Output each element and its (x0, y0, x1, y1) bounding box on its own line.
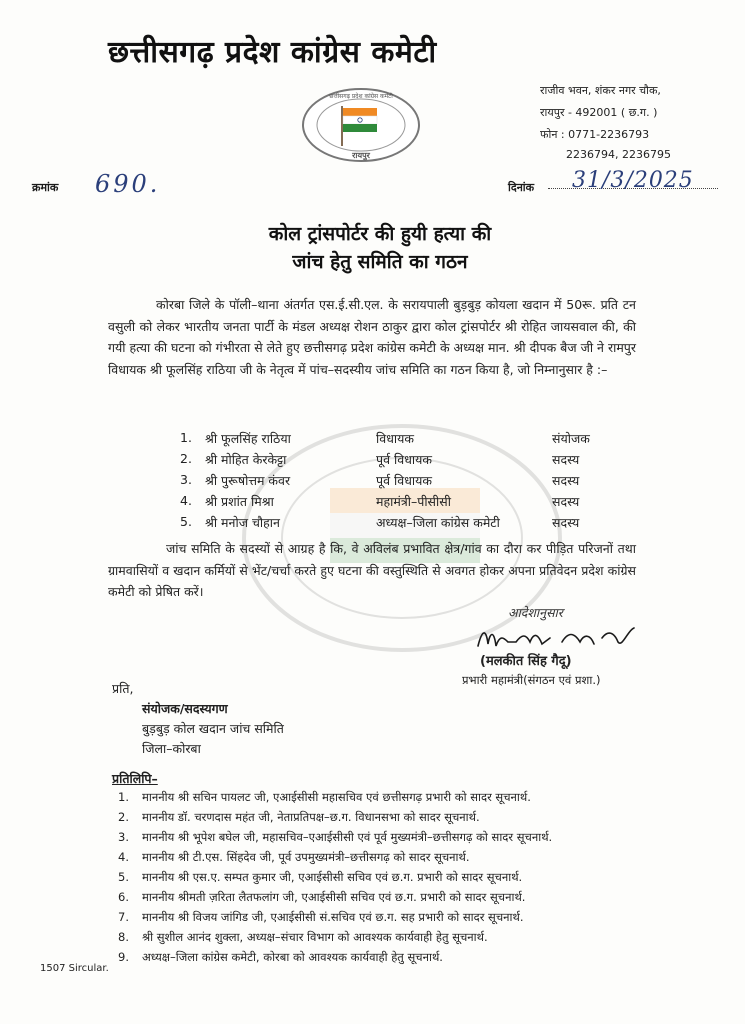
copy-to-text: माननीय श्रीमती ज़रिता लैतफलांग जी, एआईसीसी सचिव एवं छ.ग. प्रभारी को सादर सूचनार्थ. (142, 890, 526, 904)
copy-to-item (0, 850, 745, 870)
member-name: श्री मनोज चौहान (205, 515, 280, 530)
copy-to-number: 8. (118, 930, 129, 944)
copy-to-item (0, 870, 745, 890)
member-designation: पूर्व विधायक (376, 452, 432, 467)
member-role: सदस्य (552, 452, 580, 467)
copy-to-number: 2. (118, 810, 129, 824)
address-line: रायपुर - 492001 ( छ.ग. ) (540, 106, 658, 119)
member-row (0, 514, 745, 536)
seal-city: रायपुर (352, 151, 370, 160)
phone-line: 2236794, 2236795 (566, 148, 671, 161)
copy-to-item (0, 790, 745, 810)
copy-to-text: माननीय डॉ. चरणदास महंत जी, नेताप्रतिपक्ष–छ.ग. विधानसभा को सादर सूचनार्थ. (142, 810, 480, 824)
copy-to-number: 5. (118, 870, 129, 884)
member-number: 2. (180, 451, 192, 466)
member-designation: पूर्व विधायक (376, 473, 432, 488)
copy-to-number: 1. (118, 790, 129, 804)
member-designation: अध्यक्ष–जिला कांग्रेस कमेटी (376, 515, 500, 530)
copy-to-label: प्रतिलिपि– (112, 771, 158, 786)
copy-to-item (0, 810, 745, 830)
copy-to-text: माननीय श्री टी.एस. सिंहदेव जी, पूर्व उपमुख्यमंत्री–छत्तीसगढ़ को सादर सूचनार्थ. (142, 850, 470, 864)
member-name: श्री पुरूषोत्तम कंवर (205, 473, 291, 488)
recipient-line: जिला–कोरबा (142, 741, 201, 756)
copy-to-number: 7. (118, 910, 129, 924)
letter-heading-line2: जांच हेतु समिति का गठन (292, 251, 468, 273)
member-row (0, 493, 745, 515)
recipient-line: संयोजक/सदस्यगण (142, 701, 228, 716)
reference-number-value: 690. (95, 170, 161, 198)
letter-heading-line1: कोल ट्रांसपोर्टर की हुयी हत्या की (268, 223, 492, 245)
signatory-title: प्रभारी महामंत्री(संगठन एवं प्रशा.) (462, 673, 601, 687)
member-row (0, 451, 745, 473)
copy-to-text: माननीय श्री भूपेश बघेल जी, महासचिव–एआईसीसी एवं पूर्व मुख्यमंत्री–छत्तीसगढ़ को सादर सूचनार्थ. (142, 830, 553, 844)
copy-to-item (0, 830, 745, 850)
phone-line: फोन : 0771-2236793 (540, 128, 650, 141)
member-number: 5. (180, 514, 192, 529)
member-role: सदस्य (552, 494, 580, 509)
signatory-name: (मलकीत सिंह गैदू) (480, 654, 572, 669)
member-name: श्री प्रशांत मिश्रा (205, 494, 274, 509)
seal-text: छत्तीसगढ़ प्रदेश कांग्रेस कमेटी (329, 93, 393, 100)
copy-to-item (0, 910, 745, 930)
party-seal-logo (300, 86, 422, 164)
copy-to-text: श्री सुशील आनंद शुक्ला, अध्यक्ष–संचार विभाग को आवश्यक कार्यवाही हेतु सूचनार्थ. (142, 930, 488, 944)
member-number: 4. (180, 493, 192, 508)
copy-to-item (0, 930, 745, 950)
copy-to-number: 4. (118, 850, 129, 864)
copy-to-text: माननीय श्री विजय जांगिड जी, एआईसीसी सं.सचिव एवं छ.ग. सह प्रभारी को सादर सूचनार्थ. (142, 910, 524, 924)
member-designation: महामंत्री–पीसीसी (376, 494, 451, 509)
to-label: प्रति, (112, 681, 134, 696)
recipient-line: बुड़बुड़ कोल खदान जांच समिति (142, 721, 284, 736)
copy-to-text: अध्यक्ष–जिला कांग्रेस कमेटी, कोरबा को आवश्यक कार्यवाही हेतु सूचनार्थ. (142, 950, 443, 964)
member-row (0, 472, 745, 494)
member-name: श्री फूलसिंह राठिया (205, 431, 291, 446)
copy-to-number: 3. (118, 830, 129, 844)
organization-name: छत्तीसगढ़ प्रदेश कांग्रेस कमेटी (108, 35, 437, 70)
member-role: सदस्य (552, 473, 580, 488)
member-number: 1. (180, 430, 192, 445)
body-paragraph: कोरबा जिले के पॉली–थाना अंतर्गत एस.ई.सी.एल. के सरायपाली बुड़बुड़ कोयला खदान में 50रू. प्रति टन वसुली को लेकर भारतीय जनता पार्टी के मंडल अध्यक्ष रोशन ठाकुर द्वारा कोल ट्रांसपोर्टर श्री रोहित जायसवाल की, की गयी हत्या की घटना को गंभीरता से लेते हुए छत्तीसगढ़ प्रदेश कांग्रेस कमेटी के अध्यक्ष मान. श्री दीपक बैज जी ने रामपुर विधायक श्री फूलसिंह राठिया जी के नेतृत्व में पांच–सदस्यीय जांच समिति का गठन किया है, जो निम्नानुसार है :– (108, 297, 637, 377)
reference-number-label: क्रमांक (32, 181, 59, 194)
by-order-text: आदेशानुसार (508, 605, 563, 620)
member-name: श्री मोहित केरकेट्टा (205, 452, 287, 467)
member-role: सदस्य (552, 515, 580, 530)
copy-to-number: 6. (118, 890, 129, 904)
copy-to-text: माननीय श्री एस.ए. सम्पत कुमार जी, एआईसीसी सचिव एवं छ.ग. प्रभारी को सादर सूचनार्थ. (142, 870, 523, 884)
member-designation: विधायक (376, 431, 414, 446)
member-row (0, 430, 745, 452)
request-paragraph: जांच समिति के सदस्यों से आग्रह है कि, वे अविलंब प्रभावित क्षेत्र/गांव का दौरा कर पीड़ित परिजनों तथा ग्रामवासियों व खदान कर्मियों से भेंट/चर्चा करते हुए घटना की वस्तुस्थिति से अवगत होकर अपना प्रतिवेदन प्रदेश कांग्रेस कमेटी को प्रेषित करें। (108, 541, 636, 599)
copy-to-item (0, 950, 745, 970)
member-role: संयोजक (552, 431, 590, 446)
footer-note: 1507 Sircular. (40, 963, 109, 974)
member-number: 3. (180, 472, 192, 487)
copy-to-number: 9. (118, 950, 129, 964)
date-label: दिनांक (508, 181, 535, 194)
date-value: 31/3/2025 (572, 168, 694, 193)
copy-to-item (0, 890, 745, 910)
address-line: राजीव भवन, शंकर नगर चौक, (540, 84, 661, 97)
copy-to-text: माननीय श्री सचिन पायलट जी, एआईसीसी महासचिव एवं छत्तीसगढ़ प्रभारी को सादर सूचनार्थ. (142, 790, 531, 804)
signature-scrawl-text: Malkeet Singh (472, 620, 480, 621)
